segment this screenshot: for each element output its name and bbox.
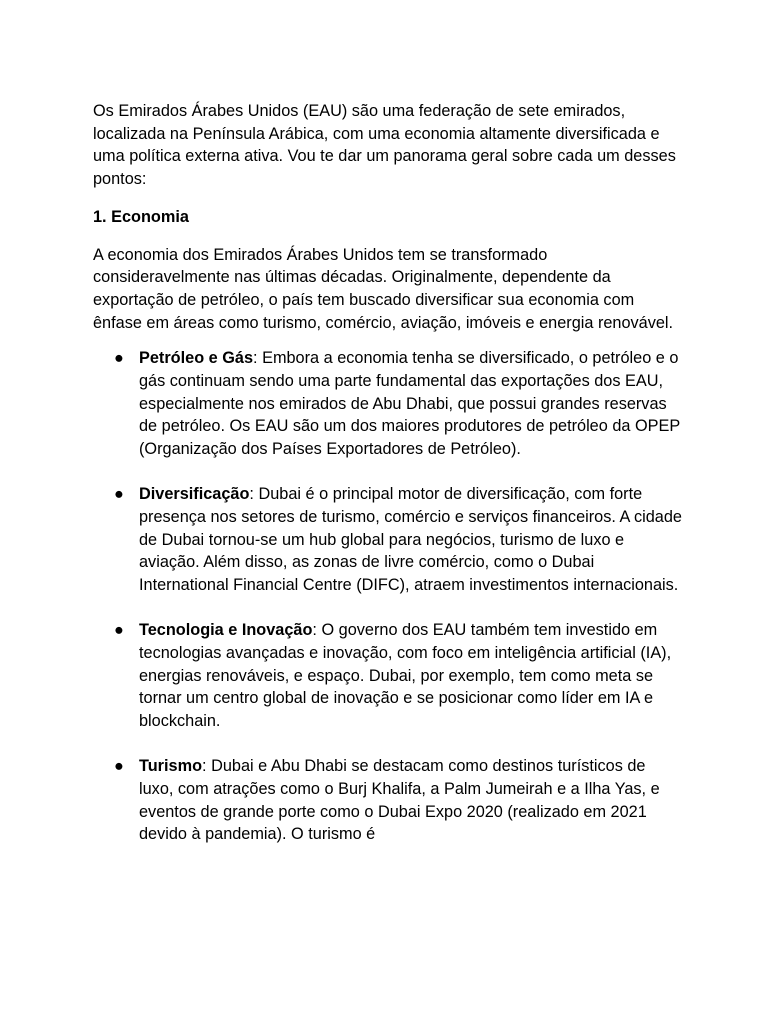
document-page: [93, 100, 683, 869]
bullet-title: Diversificação: [139, 485, 250, 504]
list-item: [93, 347, 683, 461]
bullet-icon: ●: [114, 621, 124, 640]
bullet-icon: ●: [114, 757, 124, 776]
intro-paragraph: Os Emirados Árabes Unidos (EAU) são uma federação de sete emirados, localizada na Península Arábica, com uma economia altamente diversificada e uma política externa ativa. Vou te dar um panorama geral sobre cada um desses pontos:: [93, 102, 676, 189]
bullet-title: Turismo: [139, 757, 203, 776]
bullet-body: : Dubai e Abu Dhabi se destacam como destinos turísticos de luxo, com atrações como o Burj Khalifa, a Palm Jumeirah e a Ilha Yas, e eventos de grande porte como o Dubai Expo 2020 (realizado em 2021 devido à pandemia). O turismo é: [139, 757, 660, 844]
bullet-body: : Dubai é o principal motor de diversificação, com forte presença nos setores de turismo, comércio e serviços financeiros. A cidade de Dubai tornou-se um hub global para negócios, turismo de luxo e aviação. Além disso, as zonas de livre comércio, como o Dubai International Financial Centre (DIFC), atraem investimentos internacionais.: [139, 485, 682, 595]
economia-paragraph: A economia dos Emirados Árabes Unidos tem se transformado consideravelmente nas últimas décadas. Originalmente, dependente da exportação de petróleo, o país tem buscado diversificar sua economia com ênfase em áreas como turismo, comércio, aviação, imóveis e energia renovável.: [93, 245, 674, 332]
bullet-text: [139, 619, 683, 733]
list-item: [93, 483, 683, 597]
bullet-body: : O governo dos EAU também tem investido em tecnologias avançadas e inovação, com foco em inteligência artificial (IA), energias renováveis, e espaço. Dubai, por exemplo, tem como meta se tornar um centro global de inovação e se posicionar como líder em IA e blockchain.: [139, 621, 672, 731]
bullet-icon: ●: [114, 349, 124, 368]
bullet-body: : Embora a economia tenha se diversificado, o petróleo e o gás continuam sendo uma parte fundamental das exportações dos EAU, especialmente nos emirados de Abu Dhabi, que possui grandes reservas de petróleo. Os EAU são um dos maiores produtores de petróleo da OPEP (Organização dos Países Exportadores de Petróleo).: [139, 349, 680, 459]
bullet-text: [139, 347, 683, 461]
economia-bullet-list: [93, 347, 683, 846]
bullet-text: [139, 483, 683, 597]
bullet-text: [139, 755, 683, 846]
list-item: [93, 619, 683, 733]
bullet-icon: ●: [114, 485, 124, 504]
list-item: [93, 755, 683, 846]
bullet-title: Tecnologia e Inovação: [139, 621, 313, 640]
section-heading-economia: 1. Economia: [93, 207, 189, 226]
bullet-title: Petróleo e Gás: [139, 349, 254, 368]
